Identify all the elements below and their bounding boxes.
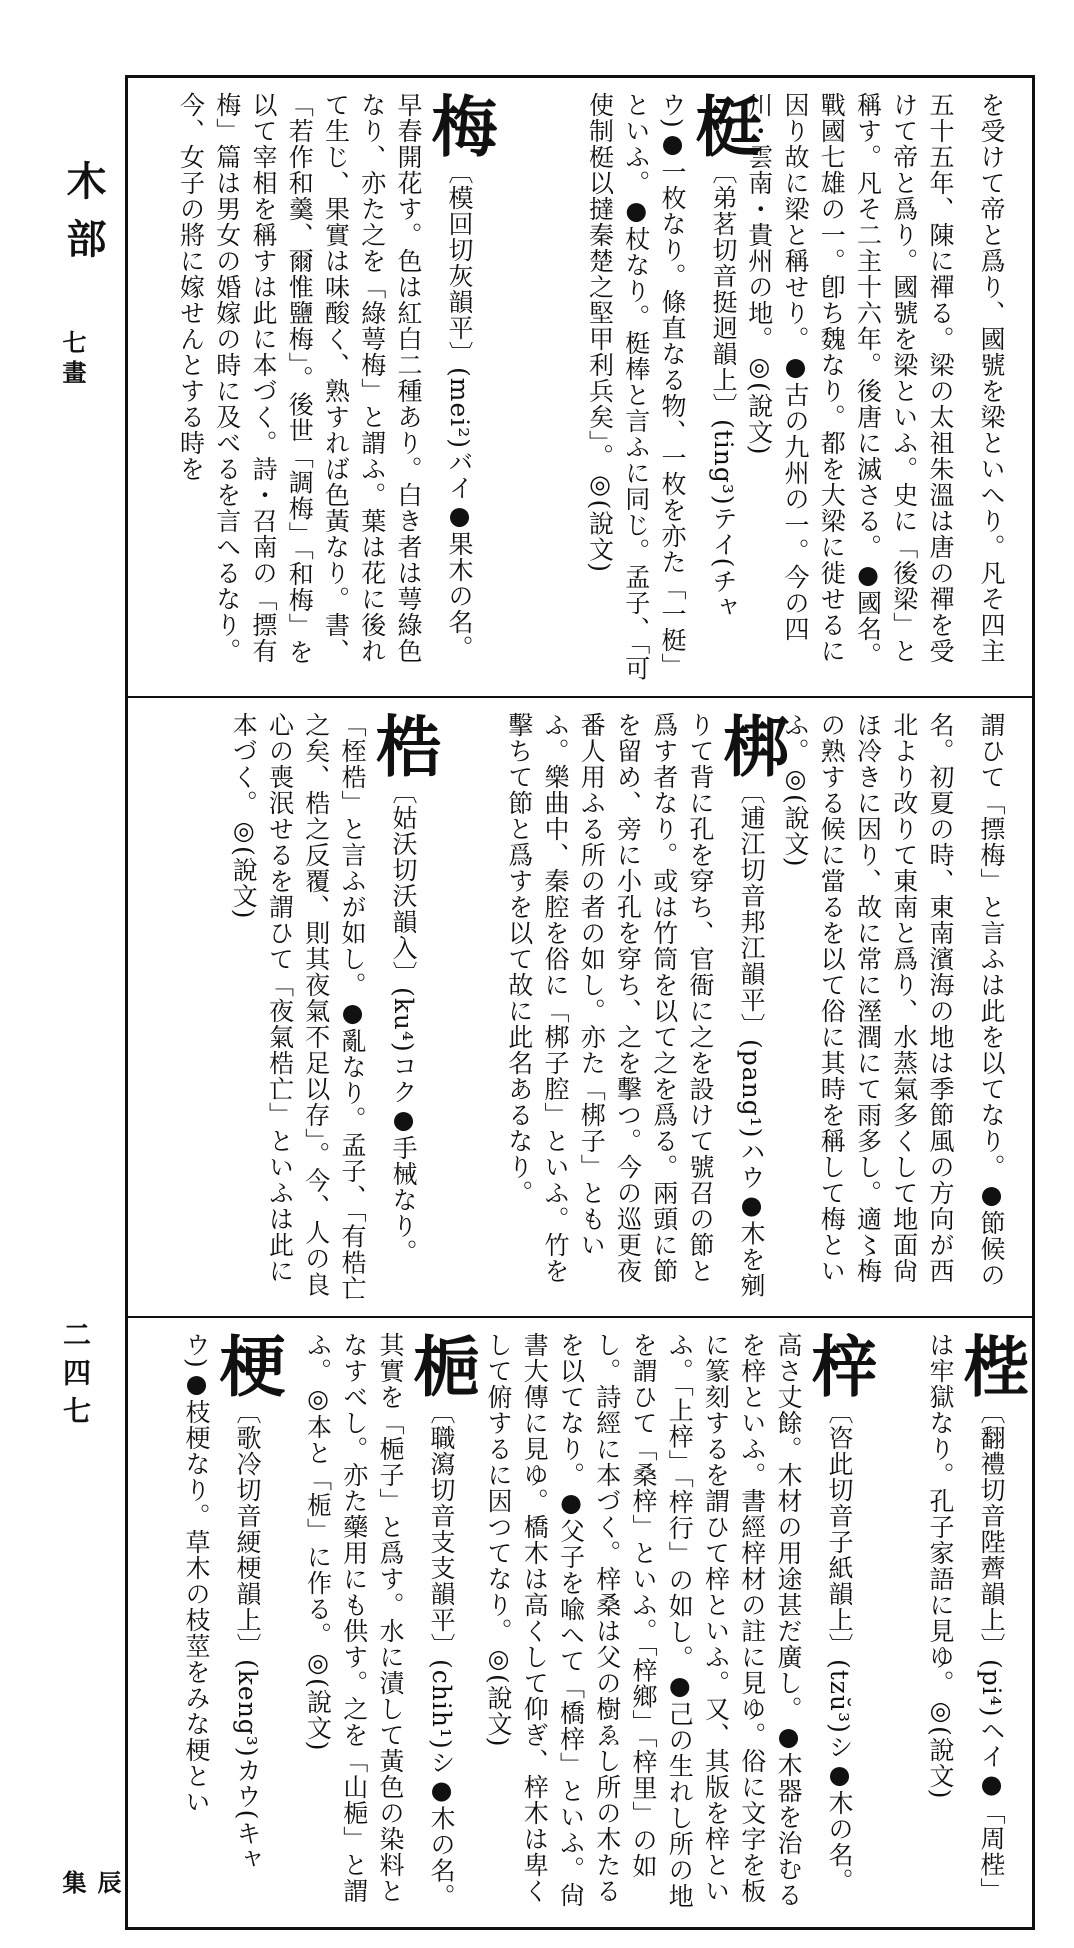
dictionary-entry	[448, 712, 790, 1304]
dictionary-band-2	[128, 698, 1032, 1318]
dictionary-entry	[484, 1332, 878, 1912]
entry-text: 〔逋江切音邦江韻平〕(pang¹)ハウ●木を剜りて背に孔を穿ち、官衙に之を設けて號召の節と爲す者なり。或は竹筒を以て之を爲る。兩頭に節を留め、旁に小孔を穿ち、之を擊つ。今の巡更夜番人用ふる所の者の如し。亦た「梆子」ともいふ。樂曲中、秦腔を俗に「梆子腔」といふ。竹を擊ちて節と爲すを以て故に此名あるなり。	[504, 712, 766, 1299]
entry-headword: 梓	[800, 1332, 878, 1399]
dictionary-entry	[504, 92, 762, 684]
entry-headword: 梃	[684, 92, 762, 159]
dictionary-page-frame	[125, 75, 1035, 1930]
entry-text: 〔姑沃切沃韻入〕(ku⁴)コク●手械なり。「桎梏」と言ふが如し。●亂なり。孟子、「有梏亡之矣、梏之反覆、則其夜氣不足以存」。今、人の良心の喪泯せるを謂ひて「夜氣梏亡」といふは此に本づく。◎(說文)	[229, 712, 418, 1302]
entry-text: を受けて帝と爲り、國號を梁といへり。凡そ四主五十五年、陳に禪る。梁の太祖朱溫は唐の禪を受けて帝と爲り。國號を梁といふ。史に「後梁」と稱す。凡そ二主十六年。後唐に滅さる。●國名。戰國七雄の一。卽ち魏なり。都を大梁に徙せるに因り故に梁と稱せり。●古の九州の一。今の四川・雲南・貴州の地。◎(說文)	[744, 92, 1006, 668]
entry-headword: 梅	[420, 92, 498, 159]
entry-text: 〔弟茗切音挺迥韻上〕(ting³)テイ(チャウ)●一枚なり。條直なる物、一枚を亦た「一梃」といふ。●杖なり。梃棒と言ふに同じ。孟子、「可使制梃以撻秦楚之堅甲利兵矣」。◎(說文)	[585, 92, 738, 682]
dictionary-entry-continuation	[744, 92, 1024, 684]
entry-text: 〔模回切灰韻平〕(mei²)バイ●果木の名。早春開花す。色は紅白二種あり。白き者は萼綠色なり、亦た之を「綠萼梅」と謂ふ。葉は花に後れて生じ、果實は味酸く、熟すれば色黃なり。書、「若作和羹、爾惟鹽梅」。後世「調梅」「和梅」を以て宰相を稱すは此に本づく。詩・召南の「摽有梅」篇は男女の婚嫁の時に及べるを言へるなり。今、女子の將に嫁せんとする時を	[176, 92, 474, 665]
entry-text: 謂ひて「摽梅」と言ふは此を以てなり。●節候の名。初夏の時、東南濱海の地は季節風の方向が西北より改りて東南と爲り、水蒸氣多くして地面尙ほ冷きに因り、故に常に溼潤にて雨多し。適〻梅の熟する候に當るを以て俗に其時を稱して梅といふ。◎(說文)	[781, 712, 1006, 1288]
dictionary-entry	[134, 1332, 286, 1912]
entry-headword: 梆	[712, 712, 790, 779]
dictionary-entry	[134, 712, 442, 1304]
left-margin	[55, 140, 122, 1920]
stroke-count-label: 七畫	[58, 330, 87, 390]
page-number: 二四七	[59, 1320, 92, 1434]
dictionary-entry	[882, 1332, 1030, 1912]
entry-text: 〔翻禮切音陛薺韻上〕(pi⁴)ヘイ●「周梐」は牢獄なり。孔子家語に見ゆ。◎(說文)	[926, 1332, 1006, 1904]
entry-text: 〔職瀉切音支支韻平〕(chih¹)シ●木の名。其實を「梔子」と爲す。水に漬して黃色の染料となすべし。亦た藥用にも供す。之を「山梔」と謂ふ。◎本と「栀」に作る。◎(說文)	[303, 1332, 456, 1910]
dictionary-entry	[134, 92, 498, 684]
dictionary-band-3	[128, 1318, 1032, 1927]
volume-label: 辰集	[58, 1870, 122, 1898]
entry-headword: 梔	[402, 1332, 480, 1399]
entry-headword: 梐	[952, 1332, 1030, 1399]
entry-text: 〔歌冷切音綆梗韻上〕(keng³)カウ(キャウ)●枝梗なり。草木の枝莖をみな梗とい	[182, 1332, 262, 1873]
section-label: 木部	[60, 160, 107, 276]
entry-headword: 梗	[208, 1332, 286, 1399]
entry-text: 〔咨此切音子紙韻上〕(tzŭ³)シ●木の名。高さ丈餘。木材の用途甚だ廣し。●木器を治むるを梓といふ。書經梓材の註に見ゆ。俗に文字を板に篆刻するを謂ひて梓といふ。又、其版を梓といふ。「上梓」「梓行」の如し。●己の生れし所の地を謂ひて「桑梓」といふ。「梓鄉」「梓里」の如し。詩經に本づく。梓桑は父の樹ゑし所の木たるを以てなり。●父子を喩へて「橋梓」といふ。尙書大傳に見ゆ。橋木は高くして仰ぎ、梓木は卑くして俯するに因つてなり。◎(說文)	[484, 1332, 854, 1909]
dictionary-entry	[290, 1332, 480, 1912]
entry-headword: 梏	[364, 712, 442, 779]
dictionary-band-1	[128, 78, 1032, 698]
dictionary-entry-continuation	[781, 712, 1024, 1304]
